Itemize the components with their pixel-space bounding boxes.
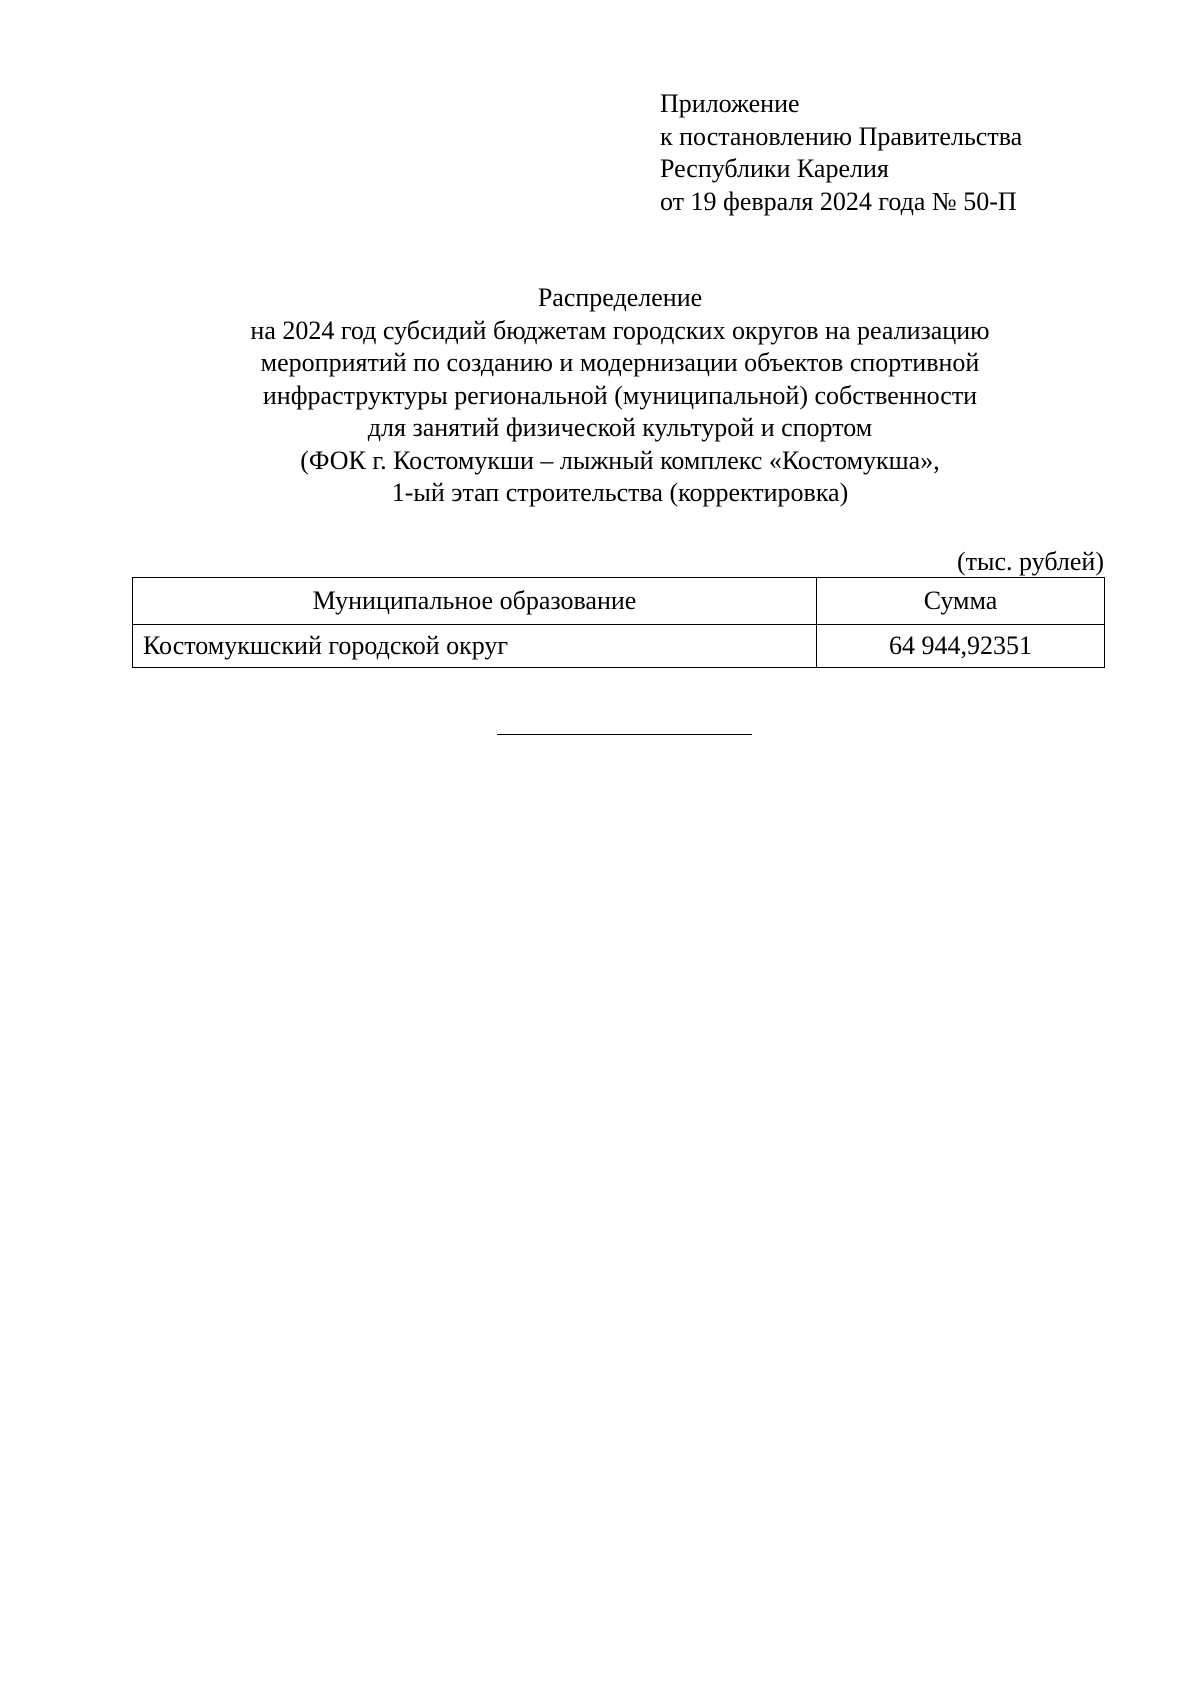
column-header-municipality: Муниципальное образование [133, 578, 817, 625]
document-title [132, 282, 1108, 510]
appendix-line: Приложение [660, 89, 800, 118]
end-divider [497, 734, 752, 735]
cell-municipality: Костомукшский городской округ [133, 625, 817, 668]
title-line: (ФОК г. Костомукши – лыжный комплекс «Костомукша», [300, 445, 940, 475]
cell-sum: 64 944,92351 [817, 625, 1105, 668]
title-line: для занятий физической культурой и спортом [367, 413, 873, 442]
column-header-sum: Сумма [817, 578, 1105, 625]
distribution-table [132, 577, 1105, 668]
title-line: инфраструктуры региональной (муниципальной) собственности [262, 380, 978, 410]
title-line: 1-ый этап строительства (корректировка) [391, 478, 849, 507]
title-line: на 2024 год субсидий бюджетам городских округов на реализацию [250, 315, 990, 345]
title-line: мероприятий по созданию и модернизации объектов спортивной [260, 348, 980, 377]
title-line: Распределение [537, 283, 703, 312]
table-header-row [133, 578, 1105, 625]
appendix-line: от 19 февраля 2024 года № 50-П [660, 186, 1017, 216]
units-label: (тыс. рублей) [956, 547, 1104, 576]
table-row [133, 625, 1105, 668]
appendix-line: Республики Карелия [660, 154, 889, 183]
appendix-reference [660, 88, 1022, 218]
appendix-line: к постановлению Правительства [660, 121, 1023, 151]
